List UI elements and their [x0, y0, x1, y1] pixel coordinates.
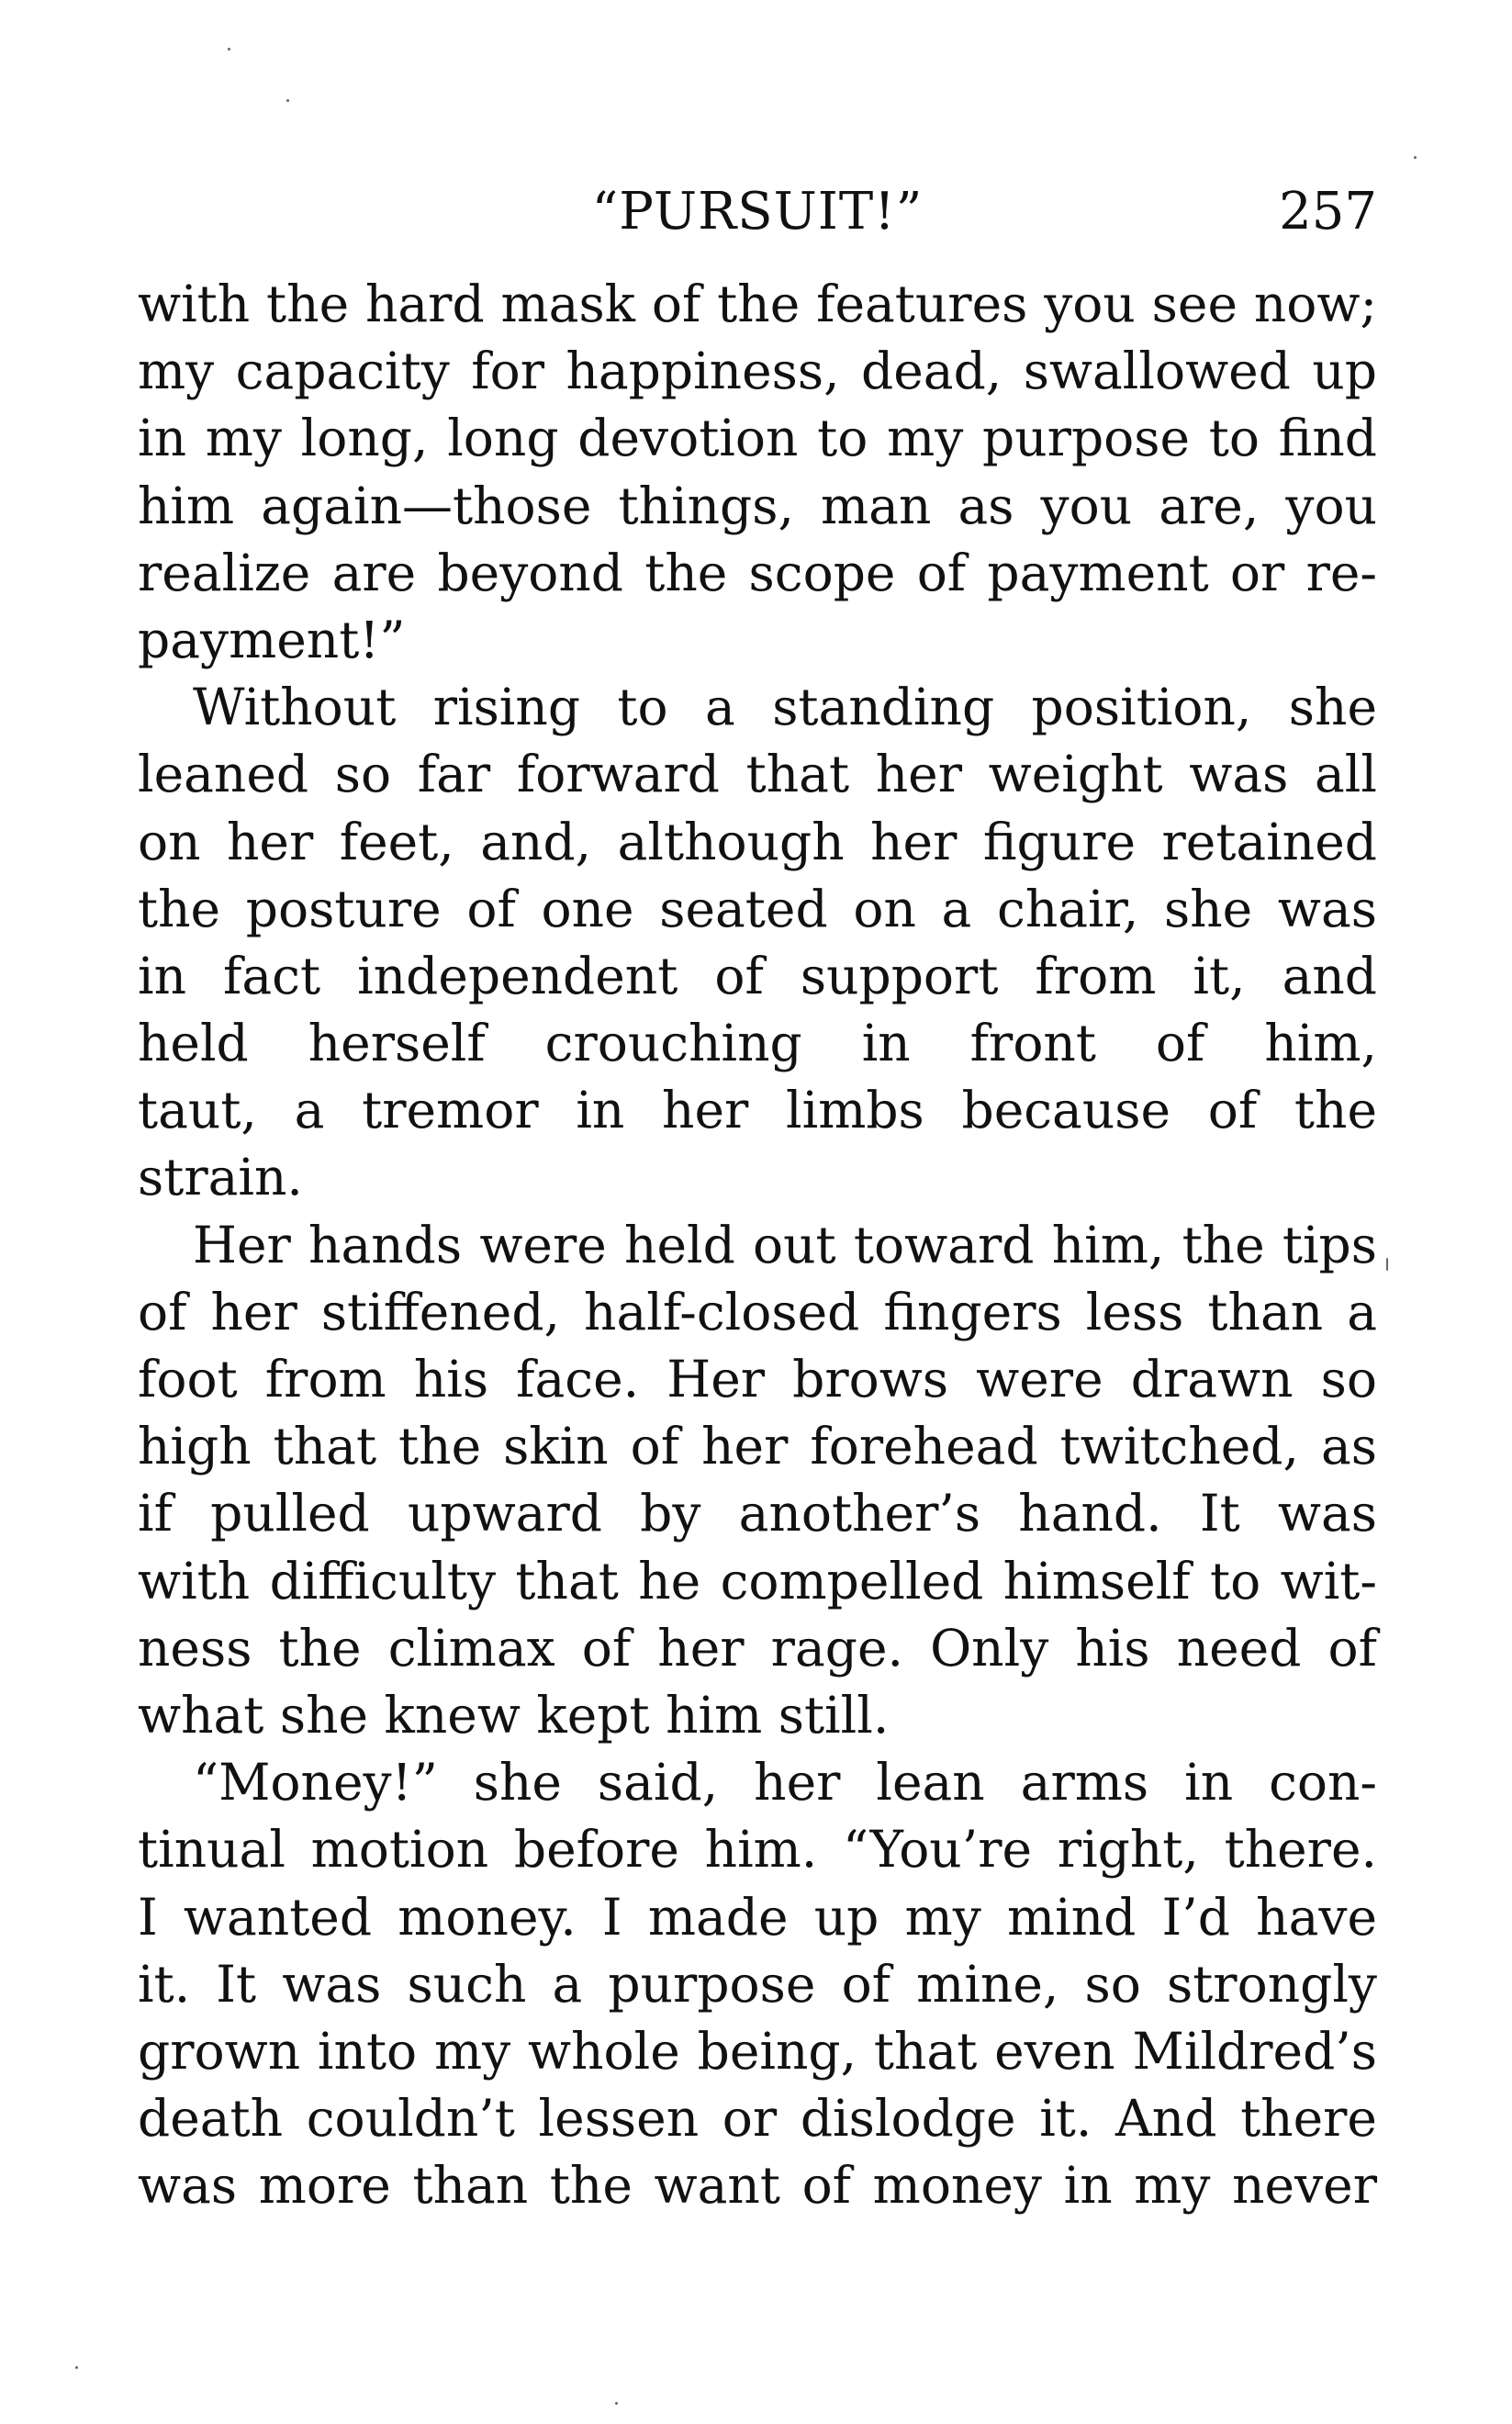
running-head: “PURSUIT!”: [591, 182, 924, 241]
scan-speck: [615, 2402, 618, 2405]
text-line: high that the skin of her forehead twitched, as: [138, 1417, 1377, 1476]
text-line: tinual motion before him. “You’re right, there.: [138, 1820, 1377, 1880]
scan-speck: [75, 2366, 78, 2369]
text-line: foot from his face. Her brows were drawn so: [138, 1350, 1377, 1408]
text-line: him again—those things, man as you are, you: [138, 476, 1377, 535]
text-line: the posture of one seated on a chair, she was: [138, 879, 1377, 938]
scan-speck: [286, 99, 289, 102]
text-line: if pulled upward by another’s hand. It was: [138, 1484, 1377, 1543]
text-line: Without rising to a standing position, she: [193, 678, 1377, 737]
text-line: of her stiffened, half-closed fingers less than a: [138, 1282, 1377, 1341]
text-line: I wanted money. I made up my mind I’d have: [138, 1887, 1377, 1947]
text-line: my capacity for happiness, dead, swallowed up: [138, 342, 1377, 401]
text-line: death couldn’t lessen or dislodge it. And there: [138, 2089, 1377, 2149]
text-line: it. It was such a purpose of mine, so strongly: [138, 1954, 1377, 2014]
text-line: on her feet, and, although her figure retained: [138, 812, 1377, 871]
text-line: grown into my whole being, that even Mildred’s: [138, 2021, 1377, 2081]
text-line: strain.: [138, 1148, 303, 1207]
text-line: payment!”: [138, 610, 406, 669]
text-line: taut, a tremor in her limbs because of the: [138, 1081, 1377, 1140]
body-text: [138, 271, 1377, 2219]
text-line: Her hands were held out toward him, the tips: [193, 1215, 1377, 1274]
text-line: realize are beyond the scope of payment or re-: [138, 543, 1377, 602]
text-line: leaned so far forward that her weight was all: [138, 745, 1377, 804]
text-line: in fact independent of support from it, and: [138, 946, 1377, 1005]
text-line: what she knew kept him still.: [138, 1685, 890, 1745]
scan-speck: [228, 48, 230, 50]
text-line: was more than the want of money in my never: [138, 2156, 1377, 2216]
text-line: ness the climax of her rage. Only his need of: [138, 1618, 1377, 1678]
page-number: 257: [1279, 182, 1377, 241]
page-header: [138, 180, 1377, 244]
scan-speck: [1414, 156, 1417, 159]
text-line: “Money!” she said, her lean arms in con-: [193, 1753, 1377, 1812]
scan-speck: [1386, 1258, 1388, 1271]
text-line: held herself crouching in front of him,: [138, 1014, 1377, 1073]
text-line: with the hard mask of the features you see now;: [138, 275, 1377, 333]
text-line: in my long, long devotion to my purpose to find: [138, 409, 1377, 468]
text-line: with difficulty that he compelled himself to wit-: [138, 1551, 1377, 1610]
